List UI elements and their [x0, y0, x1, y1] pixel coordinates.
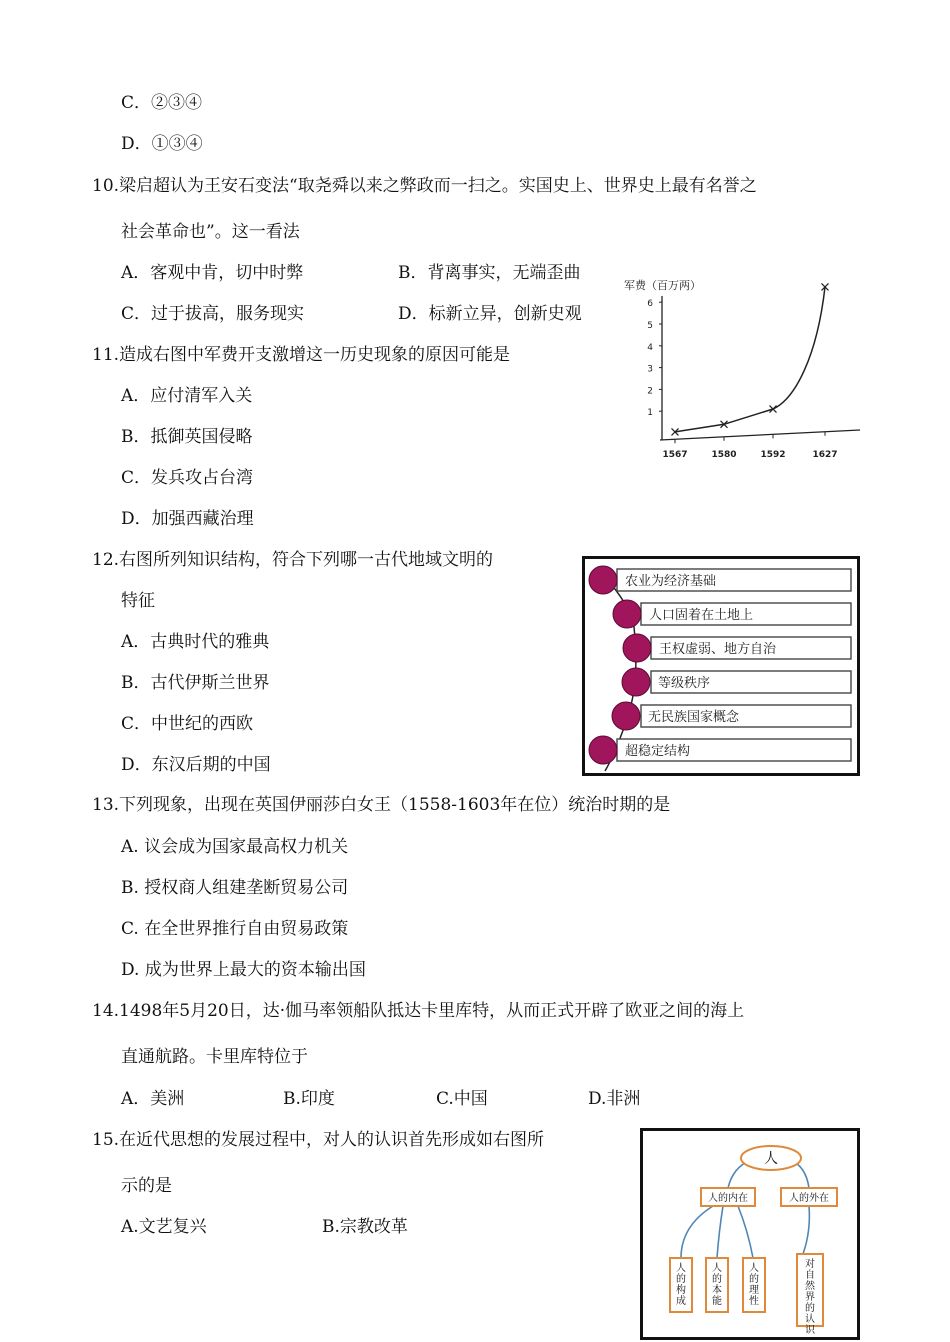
diagram-bullet — [589, 736, 617, 764]
tree-outer-label: 人的外在 — [789, 1193, 829, 1204]
diagram-item — [612, 702, 851, 730]
tree-leaf-node — [670, 1258, 692, 1312]
tree-leaf-char: 人 — [676, 1263, 686, 1274]
tree-leaf-char: 人 — [749, 1263, 759, 1274]
tree-leaf-char: 本 — [712, 1285, 722, 1296]
q10-option-c: C．过于拔高，服务现实 — [121, 304, 305, 324]
chart-x-tick-label: 1627 — [812, 450, 838, 460]
q14-stem-line1: 14.1498年5月20日，达·伽马率领船队抵达卡里库特，从而正式开辟了欧亚之间的海上 — [92, 1001, 745, 1021]
tree-leaf-char: 性 — [749, 1296, 759, 1307]
q14-option-a: A．美洲 — [121, 1089, 185, 1109]
q15-stem-line1: 15.在近代思想的发展过程中，对人的认识首先形成如右图所 — [92, 1130, 545, 1150]
q11-option-b: B．抵御英国侵略 — [121, 427, 253, 447]
tree-leaf-char: 成 — [676, 1296, 686, 1307]
q13-option-c: C. 在全世界推行自由贸易政策 — [121, 919, 349, 939]
human-concept-tree-diagram — [640, 1128, 860, 1340]
tree-leaf-node — [743, 1258, 765, 1312]
tree-link — [738, 1206, 753, 1258]
q14-option-d: D.非洲 — [588, 1089, 641, 1109]
chart-series-line — [675, 287, 825, 432]
diagram-item-label: 等级秩序 — [658, 676, 711, 691]
diagram-bullet — [623, 634, 651, 662]
diagram-item — [623, 634, 851, 662]
q9-option-d: D．①③④ — [121, 134, 203, 154]
tree-link — [803, 1206, 809, 1254]
q15-stem-line2: 示的是 — [121, 1176, 172, 1196]
chart-x-tick-label: 1567 — [662, 450, 688, 460]
diagram-item-label: 人口固着在土地上 — [649, 608, 754, 623]
q15-option-a: A.文艺复兴 — [121, 1217, 207, 1237]
tree-root-label: 人 — [764, 1151, 778, 1167]
q11-option-a: A．应付清军入关 — [121, 386, 253, 406]
tree-leaf-char: 人 — [712, 1263, 722, 1274]
chart-y-tick-label: 2 — [647, 386, 653, 397]
chart-y-axis-label: 军费（百万两） — [624, 279, 701, 292]
chart-x-tick-label: 1580 — [711, 450, 737, 460]
q12-stem-line1: 12.右图所列知识结构，符合下列哪一古代地域文明的 — [92, 550, 494, 570]
tree-leaf-char: 的 — [712, 1274, 722, 1285]
tree-inner-label: 人的内在 — [708, 1193, 748, 1204]
tree-leaf-char: 自 — [805, 1270, 815, 1281]
tree-leaf-char: 的 — [749, 1274, 759, 1285]
q12-option-d: D．东汉后期的中国 — [121, 755, 271, 775]
tree-leaf-char: 理 — [749, 1285, 759, 1296]
tree-leaf-char: 然 — [805, 1281, 815, 1292]
q14-option-b: B.印度 — [283, 1089, 335, 1109]
tree-leaf-node — [797, 1254, 823, 1336]
q10-option-a: A．客观中肯，切中时弊 — [121, 263, 304, 283]
q11-option-c: C．发兵攻占台湾 — [121, 468, 254, 488]
q10-stem-line2: 社会革命也”。这一看法 — [121, 222, 300, 242]
diagram-bullet — [612, 702, 640, 730]
diagram-item — [613, 600, 851, 628]
q10-option-d: D．标新立异，创新史观 — [398, 304, 582, 324]
tree-leaf-char: 识 — [805, 1325, 815, 1336]
diagram-bullet — [589, 566, 617, 594]
tree-link — [681, 1206, 713, 1258]
q9-option-c: C．②③④ — [121, 93, 203, 113]
diagram-item-label: 无民族国家概念 — [648, 710, 740, 725]
tree-leaf-char: 的 — [805, 1303, 815, 1314]
chart-y-tick-label: 3 — [647, 364, 653, 375]
tree-leaf-char: 界 — [805, 1292, 815, 1303]
knowledge-structure-diagram — [582, 556, 860, 776]
q13-option-b: B. 授权商人组建垄断贸易公司 — [121, 878, 349, 898]
q12-option-a: A．古典时代的雅典 — [121, 632, 270, 652]
tree-leaf-char: 能 — [712, 1296, 722, 1307]
q12-option-c: C．中世纪的西欧 — [121, 714, 254, 734]
q11-option-d: D．加强西藏治理 — [121, 509, 254, 529]
tree-link — [717, 1206, 723, 1258]
tree-leaf-char: 的 — [676, 1274, 686, 1285]
military-expense-chart — [620, 270, 870, 465]
diagram-item-label: 农业为经济基础 — [625, 574, 717, 589]
diagram-item — [589, 736, 851, 764]
diagram-bullet — [622, 668, 650, 696]
q13-option-d: D. 成为世界上最大的资本输出国 — [121, 960, 366, 980]
q11-stem: 11.造成右图中军费开支激增这一历史现象的原因可能是 — [92, 345, 511, 365]
q13-option-a: A. 议会成为国家最高权力机关 — [121, 837, 349, 857]
chart-x-tick-label: 1592 — [760, 450, 786, 460]
q13-stem: 13.下列现象，出现在英国伊丽莎白女王（1558-1603年在位）统治时期的是 — [92, 795, 671, 815]
chart-y-tick-label: 4 — [647, 342, 653, 353]
q12-option-b: B．古代伊斯兰世界 — [121, 673, 270, 693]
q12-stem-line2: 特征 — [121, 591, 155, 611]
q10-stem-line1: 10.梁启超认为王安石变法“取尧舜以来之弊政而一扫之。实国史上、世界史上最有名誉之 — [92, 176, 757, 196]
diagram-bullet — [613, 600, 641, 628]
chart-x-axis — [660, 430, 860, 440]
diagram-item — [589, 566, 851, 594]
diagram-item — [622, 668, 851, 696]
chart-y-tick-label: 5 — [647, 321, 653, 331]
q14-option-c: C.中国 — [436, 1089, 488, 1109]
tree-leaf-node — [706, 1258, 728, 1312]
q14-stem-line2: 直通航路。卡里库特位于 — [121, 1047, 308, 1067]
tree-leaf-char: 构 — [676, 1285, 686, 1296]
q15-option-b: B.宗教改革 — [322, 1217, 408, 1237]
diagram-item-label: 超稳定结构 — [625, 744, 691, 759]
chart-y-tick-label: 1 — [647, 408, 653, 419]
tree-leaf-char: 认 — [805, 1314, 815, 1325]
chart-y-tick-label: 6 — [647, 299, 653, 310]
q10-option-b: B．背离事实，无端歪曲 — [398, 263, 581, 283]
tree-leaf-char: 对 — [805, 1259, 815, 1270]
diagram-item-label: 王权虚弱、地方自治 — [659, 642, 777, 657]
